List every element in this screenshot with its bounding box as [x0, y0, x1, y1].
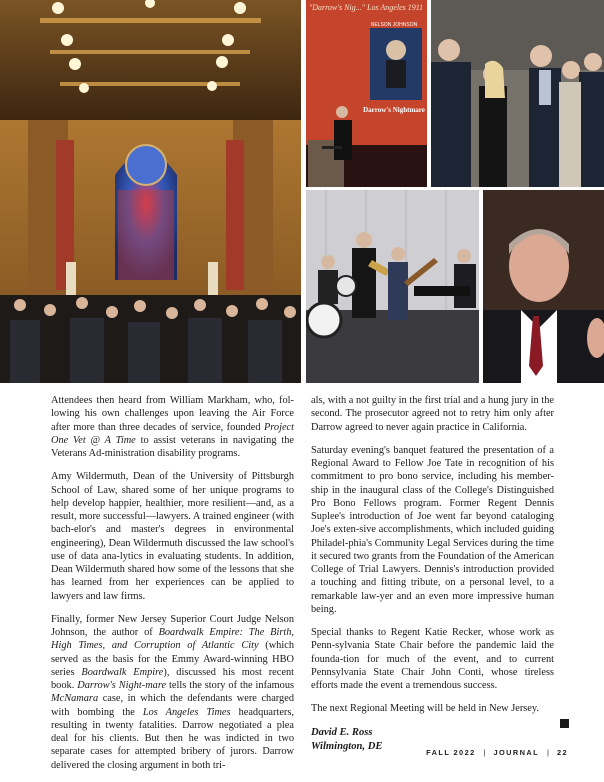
end-of-article-mark	[560, 719, 569, 728]
poster-top-text: "Darrow's Nig..." Los Angeles 1911	[308, 3, 424, 12]
article-paragraph: als, with a not guilty in the first trial and a hung jury in the second. The prosecutor agreed not to retry him only after Darrow agreed to never again practice in California.	[311, 395, 554, 433]
footer-issue: FALL 2022	[426, 748, 476, 757]
article-paragraph: Special thanks to Regent Katie Recker, whose work as Penn-sylvania State Chair before the pandemic laid the founda-tion for much of the event, and to current Pennsylvania State Chair John Conti, whose tireless efforts made the event a tremendous success.	[311, 627, 554, 691]
poster-author: NELSON JOHNSON	[370, 22, 418, 28]
article-paragraph: Attendees then heard from William Markham, who, fol-lowing his own challenges upon leaving the Air Force after more than three decades of service, founded Project One Vet @ A Time to assist veterans in navigating the Veterans Ad-ministration disability programs.	[51, 395, 294, 459]
signature-name: David E. Ross	[311, 726, 373, 738]
photo-speaker-podium	[306, 0, 427, 187]
photo-speaker-closeup	[483, 190, 604, 383]
footer-page-number: 22	[556, 748, 568, 757]
footer-separator: |	[483, 748, 486, 757]
article-paragraph: The next Regional Meeting will be held in New Jersey.	[311, 703, 539, 715]
page-footer	[426, 748, 568, 757]
photo-grand-hall	[0, 0, 301, 383]
poster-title: Darrow's Nightmare	[363, 106, 425, 114]
article-column-left	[51, 394, 294, 782]
footer-publication: JOURNAL	[493, 748, 540, 757]
signature-location: Wilmington, DE	[311, 740, 383, 752]
photo-band-performance	[306, 190, 479, 383]
article-paragraph: Saturday evening's banquet featured the presentation of a Regional Award to Fellow Joe Tate in recognition of his commitment to pro bono service, including his member-ship in the inaugural class of the College's Distinguished Pro Bono Fellows program. Former Regent Dennis Suplee's introduction of Joe went far beyond cataloging Joe's exten-sive accomplishments, which included guiding Philadel-phia's Community Legal Services during the time it secured two grants from the Foundation of the American College of Trial Lawyers. Dennis's introduction provided a touching and fitting tribute, on a personal level, to a remarkable law-yer and an even more impressive human being.	[311, 444, 554, 615]
footer-separator: |	[547, 748, 549, 757]
article-paragraph: Finally, former New Jersey Superior Court Judge Nelson Johnson, the author of Boardwalk Empire: The Birth, High Times, and Corruption of Atlantic City (which served as the basis for the Emmy Award-winning HBO series Boardwalk Empire), discussed his most recent book. Darrow's Night-mare tells the story of the infamous McNamara case, in which the defendants were charged with bombing the Los Angeles Times headquarters, resulting in twenty fatalities. Darrow negotiated a plea deal for his clients. But then he was indicted in two separate cases for attempted bribery of jurors. Darrow delivered the closing argument in both tri-	[51, 613, 295, 771]
article-paragraph: Amy Wildermuth, Dean of the University of Pittsburgh School of Law, shared some of her unique programs to help develop happier, healthier, more resilient—and, as a result, more successful—lawyers. A trained engineer (with bach-elor's and master's degrees in environmental engineering), Dean Wildermuth discussed the law school's use of data ana-lytics in evaluating students. In addition, Dean Wildermuth shared how some of the lessons that she has learned from her experiences can be applied to lawyers and law firms.	[51, 471, 294, 602]
article-column-right	[311, 394, 554, 754]
photo-group-portrait	[431, 0, 604, 187]
